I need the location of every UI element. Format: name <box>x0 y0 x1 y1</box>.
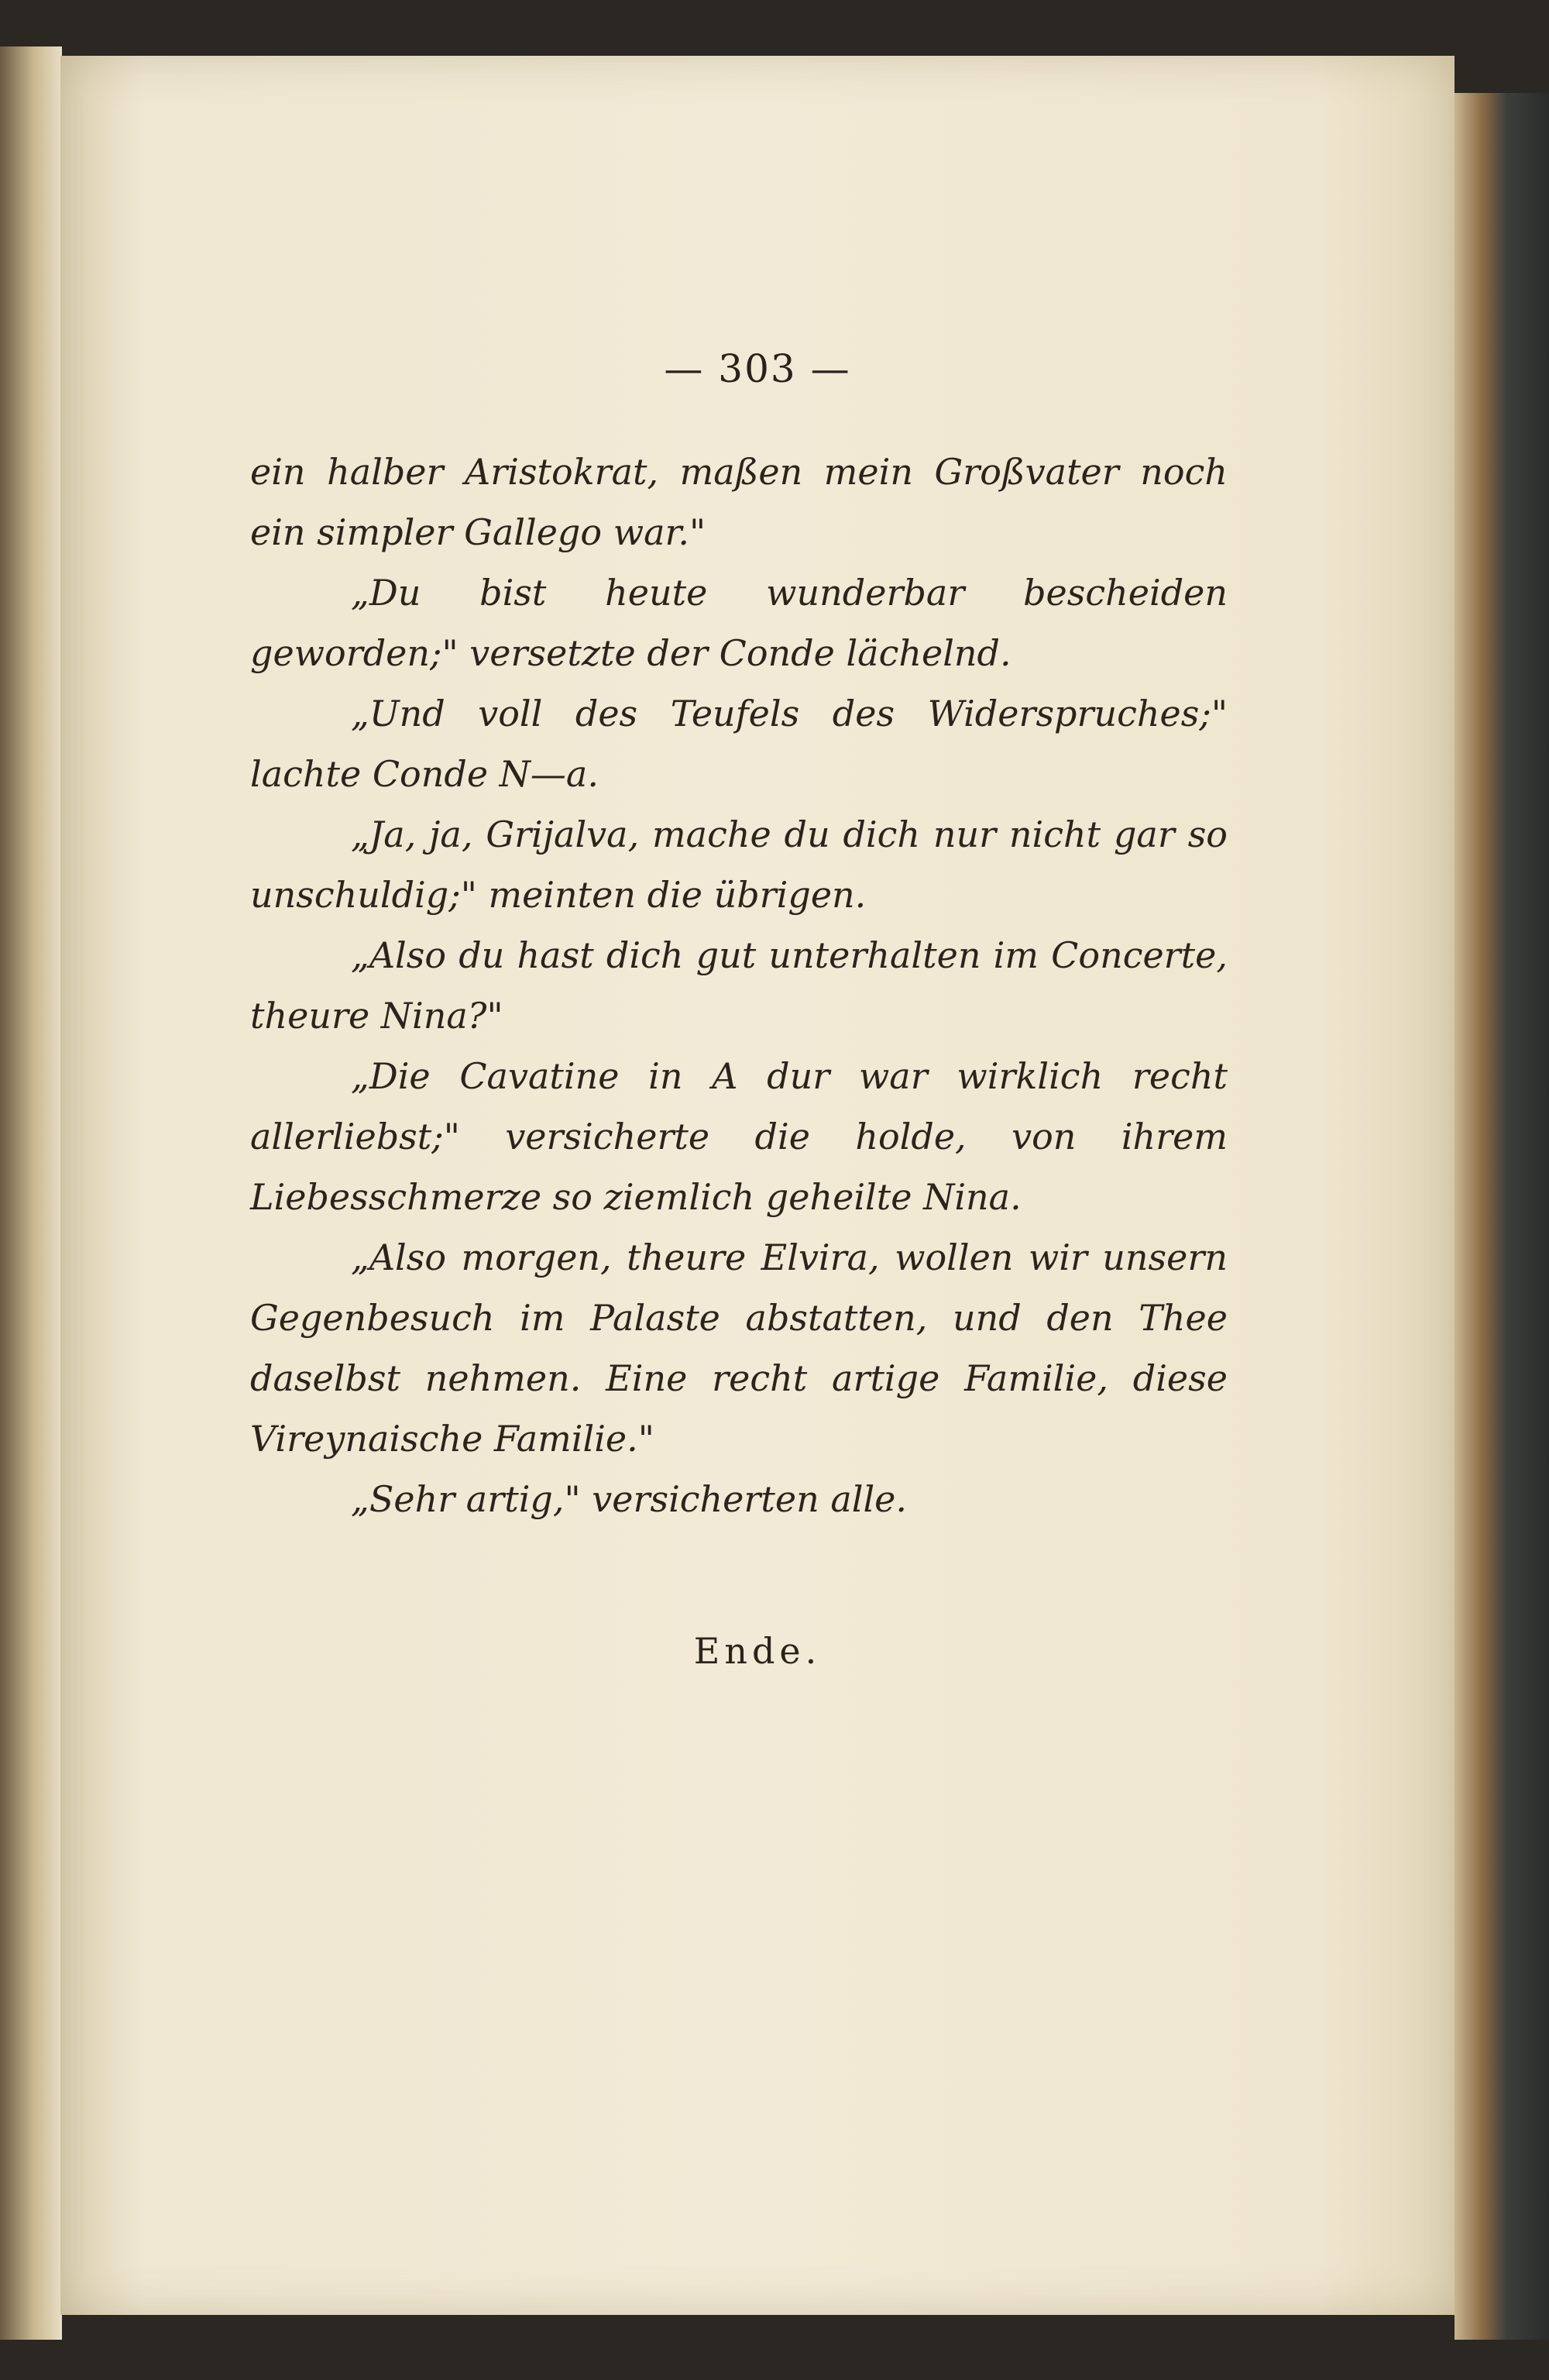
end-mark: Ende. <box>693 1630 822 1672</box>
paragraph-7: „Also morgen, theure Elvira, wollen wir unsern Gegenbesuch im Palaste abstatten, und den Thee daselbst nehmen. Eine recht artige Familie, diese Vireynaische Familie." <box>250 1236 1228 1460</box>
paragraph-5: „Also du hast dich gut unterhalten im Concerte, theure Nina?" <box>250 934 1228 1037</box>
body-text <box>250 442 1228 1529</box>
paragraph-8: „Sehr artig," versicherten alle. <box>351 1478 908 1520</box>
paragraph-2: „Du bist heute wunderbar bescheiden geworden;" versetzte der Conde lächelnd. <box>250 572 1228 674</box>
book-edge-right <box>1455 93 1549 2340</box>
paragraph-3: „Und voll des Teufels des Widerspruches;" lachte Conde N—a. <box>250 693 1228 795</box>
paragraph-1: ein halber Aristokrat, maßen mein Großvater noch ein simpler Gallego war." <box>250 451 1228 553</box>
page-number-header: — 303 — <box>664 346 851 391</box>
book-page <box>60 56 1455 2315</box>
paragraph-6: „Die Cavatine in A dur war wirklich recht allerliebst;" versicherte die holde, von ihrem Liebesschmerze so ziemlich geheilte Nina. <box>250 1055 1228 1218</box>
book-binding-left <box>0 46 62 2340</box>
paragraph-4: „Ja, ja, Grijalva, mache du dich nur nicht gar so unschuldig;" meinten die übrigen. <box>250 813 1228 916</box>
